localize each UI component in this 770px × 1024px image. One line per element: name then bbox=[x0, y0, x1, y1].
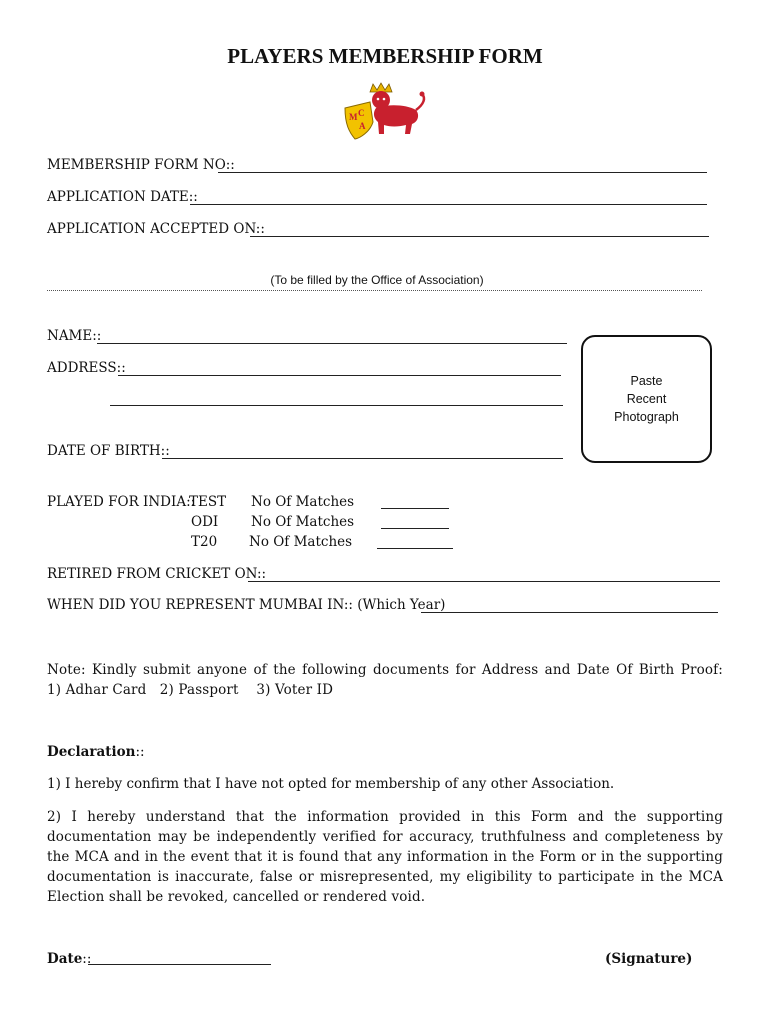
date-label-text: Date bbox=[47, 951, 83, 967]
dob-label: DATE OF BIRTH:: bbox=[47, 443, 170, 459]
application-date-field[interactable] bbox=[190, 204, 707, 205]
test-matches-label: No Of Matches bbox=[251, 494, 355, 510]
office-divider bbox=[47, 290, 702, 291]
proof-note-line-2: 1) Adhar Card 2) Passport 3) Voter ID bbox=[47, 682, 334, 698]
declaration-heading bbox=[47, 744, 145, 760]
declaration-heading-suffix: :: bbox=[135, 744, 145, 760]
odi-matches-label: No Of Matches bbox=[251, 514, 355, 530]
address-field-line-1[interactable] bbox=[118, 375, 561, 376]
svg-text:C: C bbox=[358, 108, 365, 118]
office-use-note: (To be filled by the Office of Association) bbox=[270, 273, 484, 287]
accepted-on-field[interactable] bbox=[250, 236, 709, 237]
name-label: NAME:: bbox=[47, 328, 102, 344]
format-test-label: TEST bbox=[189, 494, 227, 510]
declaration-item-1: 1) I hereby confirm that I have not opted for membership of any other Association. bbox=[47, 776, 615, 792]
accepted-on-label: APPLICATION ACCEPTED ON:: bbox=[47, 221, 265, 237]
svg-text:M: M bbox=[349, 112, 358, 122]
declaration-item-2: 2) I hereby understand that the information provided in this Form and the supporting documentation may be independently verified for accuracy, truthfulness and completeness by the MCA and in the event that it is found that any information in the Form or in the supporting documentation is inaccurate, false or misrepresented, my eligibility to participate in the MCA Election shall be revoked, cancelled or rendered void. bbox=[47, 809, 723, 905]
format-odi-label: ODI bbox=[191, 514, 219, 530]
date-label-suffix: :: bbox=[82, 951, 92, 967]
retired-label: RETIRED FROM CRICKET ON:: bbox=[47, 566, 267, 582]
photo-text-line-1: Paste bbox=[630, 374, 663, 388]
t20-matches-label: No Of Matches bbox=[249, 534, 353, 550]
photo-box bbox=[581, 335, 712, 463]
membership-no-label: MEMBERSHIP FORM NO:: bbox=[47, 157, 235, 173]
name-field[interactable] bbox=[97, 343, 567, 344]
format-t20-label: T20 bbox=[191, 534, 218, 550]
proof-note-line-1: Note: Kindly submit anyone of the following documents for Address and Date Of Birth Proof: bbox=[47, 662, 723, 678]
membership-no-field[interactable] bbox=[218, 172, 707, 173]
svg-text:A: A bbox=[359, 121, 366, 131]
photo-text-line-2: Recent bbox=[626, 392, 667, 406]
mca-logo bbox=[340, 82, 430, 144]
declaration-heading-text: Declaration bbox=[47, 744, 136, 760]
signature-label: (Signature) bbox=[605, 951, 693, 967]
address-field-line-2[interactable] bbox=[110, 405, 563, 406]
odi-matches-field[interactable] bbox=[381, 528, 449, 529]
address-label: ADDRESS:: bbox=[47, 360, 126, 376]
represent-mumbai-field[interactable] bbox=[421, 612, 718, 613]
date-label bbox=[47, 951, 91, 967]
application-date-label: APPLICATION DATE:: bbox=[47, 189, 198, 205]
proof-note bbox=[47, 660, 723, 700]
page-title: PLAYERS MEMBERSHIP FORM bbox=[227, 44, 543, 68]
t20-matches-field[interactable] bbox=[377, 548, 453, 549]
test-matches-field[interactable] bbox=[381, 508, 449, 509]
photo-text-line-3: Photograph bbox=[614, 410, 679, 424]
represent-mumbai-label: WHEN DID YOU REPRESENT MUMBAI IN:: (Which Year) bbox=[47, 597, 446, 613]
retired-field[interactable] bbox=[248, 581, 720, 582]
dob-field[interactable] bbox=[162, 458, 563, 459]
date-field[interactable] bbox=[88, 964, 271, 965]
played-for-india-label: PLAYED FOR INDIA:: bbox=[47, 494, 196, 510]
